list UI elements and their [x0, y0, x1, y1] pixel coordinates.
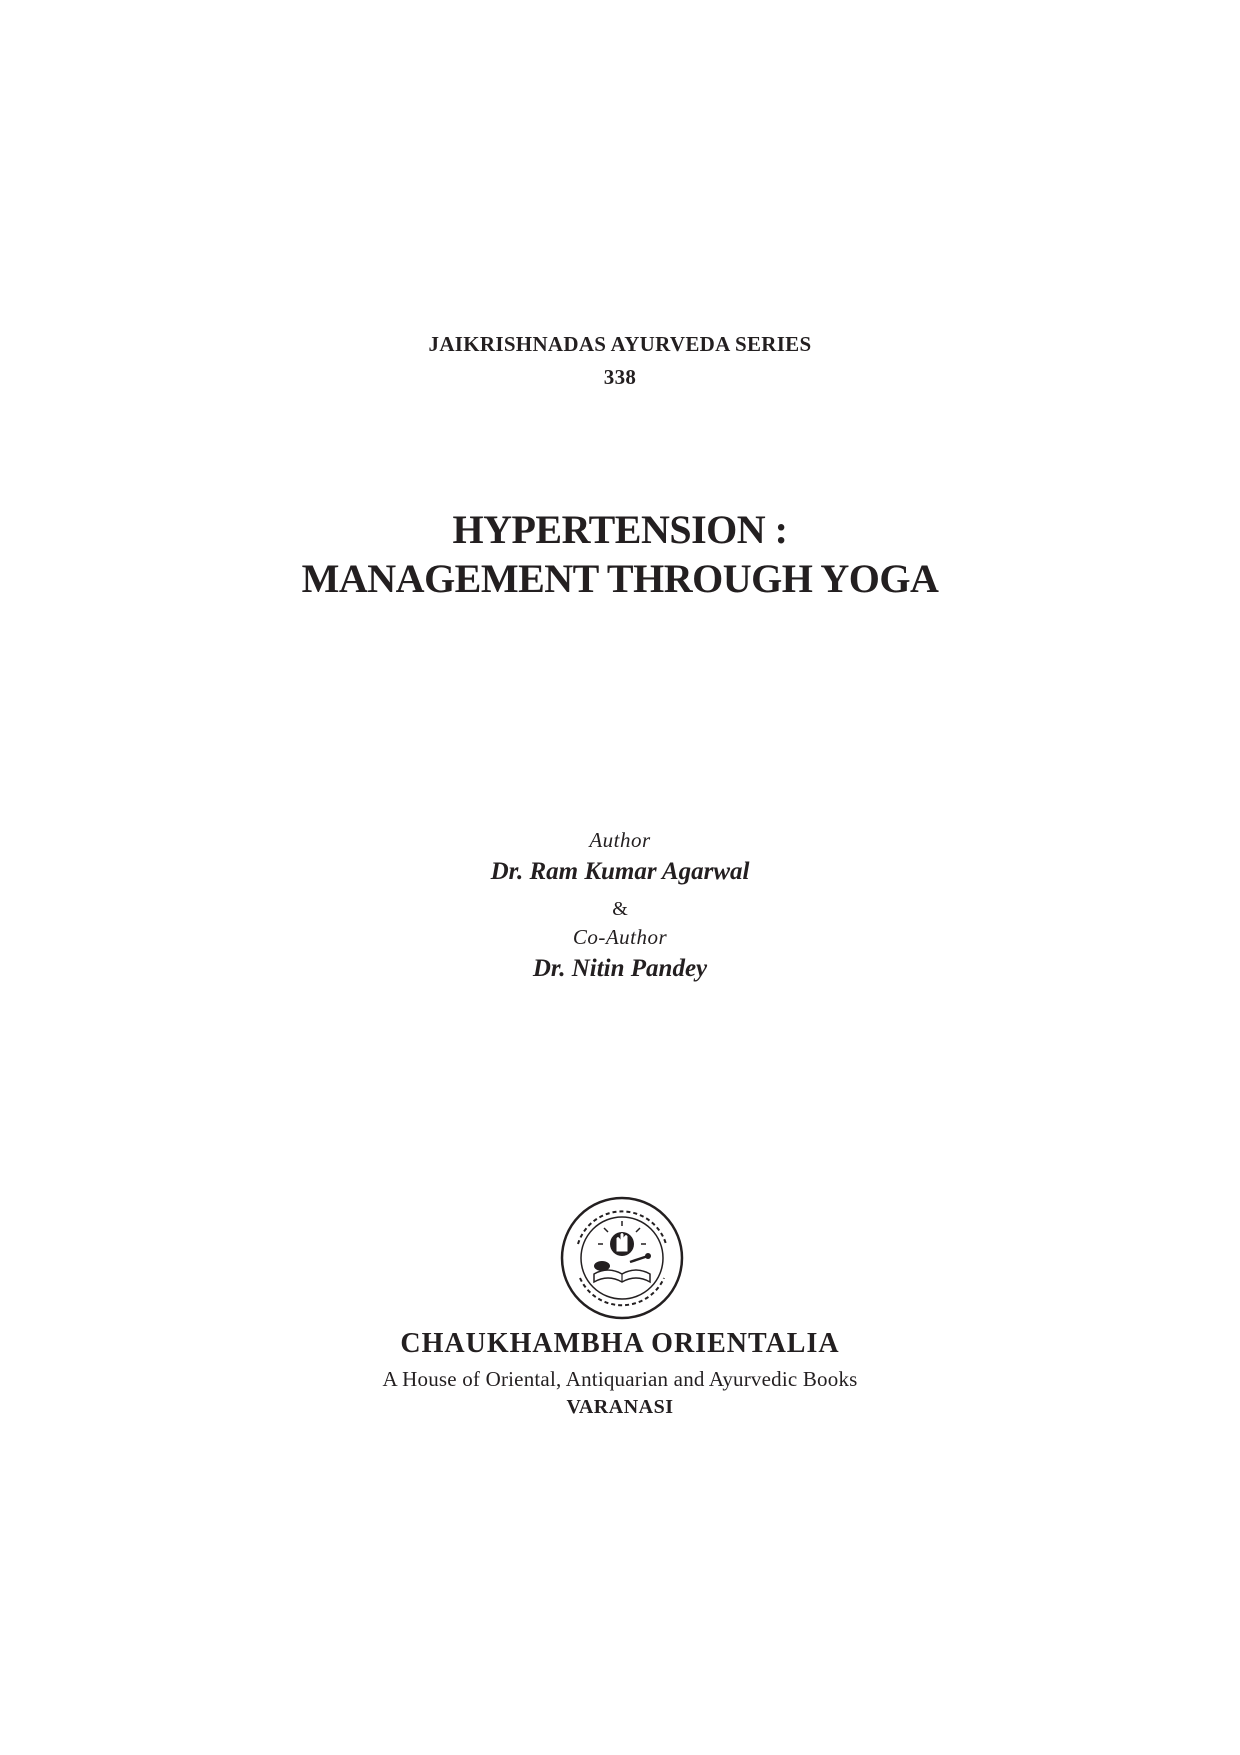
- author-name: Dr. Ram Kumar Agarwal: [490, 858, 750, 885]
- publisher-name: CHAUKHAMBHA ORIENTALIA: [400, 1328, 840, 1359]
- publisher-tagline: A House of Oriental, Antiquarian and Ayurvedic Books: [382, 1367, 858, 1391]
- publisher-logo-icon: [560, 1196, 684, 1320]
- series-name: JAIKRISHNADAS AYURVEDA SERIES: [428, 332, 812, 356]
- ampersand: &: [612, 898, 628, 920]
- author-label: Author: [589, 828, 651, 852]
- book-title-line-1: HYPERTENSION :: [452, 507, 788, 552]
- series-number: 338: [603, 365, 637, 389]
- coauthor-label: Co-Author: [572, 925, 668, 949]
- book-title-line-2: MANAGEMENT THROUGH YOGA: [301, 556, 939, 601]
- coauthor-name: Dr. Nitin Pandey: [532, 955, 708, 982]
- publisher-city: VARANASI: [566, 1396, 674, 1418]
